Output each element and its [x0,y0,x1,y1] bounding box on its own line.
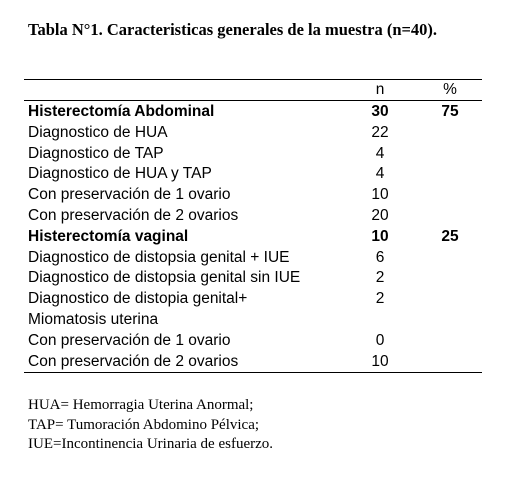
row-n-value: 4 [375,165,385,183]
table-row [24,248,482,269]
footnotes [28,396,273,455]
table-row [24,144,482,165]
table-row [24,352,482,373]
row-n-value: 10 [371,186,389,204]
table-row [24,331,482,352]
row-n-value: 10 [371,352,389,370]
table-row [24,268,482,289]
row-n-value: 2 [375,269,385,287]
row-label: Diagnostico de TAP [28,144,164,162]
table-section-row [24,102,482,123]
row-label: Diagnostico de distopsia genital + IUE [28,248,290,266]
row-label: Con preservación de 1 ovario [28,186,231,204]
table-row [24,164,482,185]
row-label: Histerectomía vaginal [28,227,189,245]
row-n-value: 0 [375,331,385,349]
row-label: Diagnostico de HUA y TAP [28,165,212,183]
table-header [24,80,482,101]
header-n: n [375,81,385,98]
table-body [24,102,482,372]
row-n-value: 4 [375,144,385,162]
row-percent-value: 25 [441,227,459,245]
header-percent: % [443,81,457,98]
table-row [24,123,482,144]
row-label: Con preservación de 2 ovarios [28,352,239,370]
row-n-value: 2 [375,290,385,308]
footnote-tap: TAP= Tumoración Abdomino Pélvica; [28,416,260,433]
row-percent-value: 75 [441,103,459,120]
footnote-iue: IUE=Incontinencia Urinaria de esfuerzo. [28,436,274,452]
row-label: Diagnostico de distopsia genital sin IUE [28,269,301,287]
row-label: Miomatosis uterina [28,310,159,328]
row-label: Con preservación de 1 ovario [28,331,231,349]
row-label: Diagnostico de distopia genital+ [28,290,248,308]
table-row [24,206,482,227]
table-section-row [24,227,482,248]
footnote-hua: HUA= Hemorragia Uterina Anormal; [28,397,254,413]
row-n-value: 30 [371,103,389,120]
table-title: Tabla N°1. Caracteristicas generales de la muestra (n=40). [28,20,438,39]
table-row [24,185,482,206]
row-label: Con preservación de 2 ovarios [28,206,239,224]
row-label: Histerectomía Abdominal [28,103,215,120]
row-n-value: 6 [375,248,385,266]
row-n-value: 10 [371,227,389,245]
table-row [24,310,482,331]
table-row [24,289,482,310]
row-label: Diagnostico de HUA [28,123,168,141]
characteristics-table [24,79,482,373]
row-n-value: 20 [371,206,389,224]
row-n-value: 22 [371,123,389,141]
